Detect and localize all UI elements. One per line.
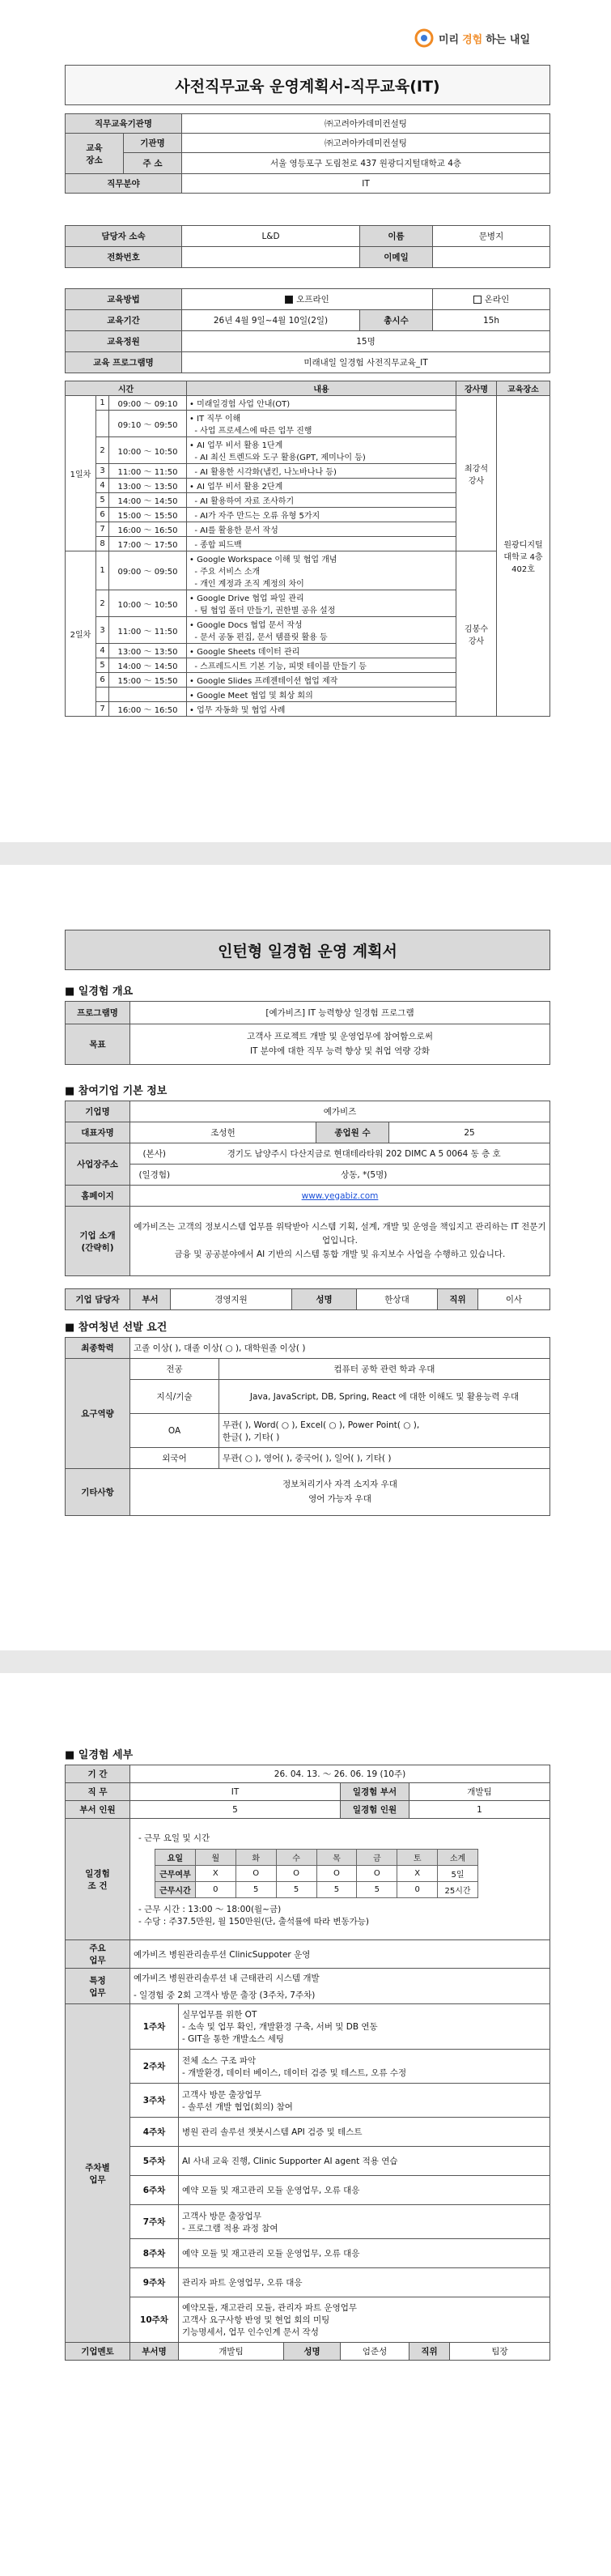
week-row xyxy=(66,2118,550,2147)
hours-label: 총시수 xyxy=(360,310,433,331)
section-detail: ■ 일경험 세부 xyxy=(65,1749,134,1761)
time-range: 11:00 ～ 11:50 xyxy=(109,464,187,479)
week-content: 전체 소스 구조 파악 - 개발환경, 데이터 베이스, 데이터 검증 및 테스트, 오류 수정 xyxy=(179,2050,550,2084)
program-label-2: 프로그램명 xyxy=(66,1002,130,1024)
job-label: 직 무 xyxy=(66,1783,130,1801)
session-content: • 미래일경험 사업 안내(OT) xyxy=(187,396,456,411)
page-title: 사전직무교육 운영계획서-직무교육(IT) xyxy=(65,65,550,105)
language-label: 외국어 xyxy=(130,1448,219,1469)
etc-value: 정보처리기사 자격 소지자 우대 영어 가능자 우대 xyxy=(130,1469,550,1516)
mentor-name: 엄준성 xyxy=(341,2343,409,2361)
day-label: 1일차 xyxy=(66,396,96,551)
company-label: 기업명 xyxy=(66,1101,130,1122)
mentor-position-label: 직위 xyxy=(409,2343,450,2361)
oa-value: 무관( ), Word( ○ ), Excel( ○ ), Power Point( ○ ), 한글( ), 기타( ) xyxy=(219,1414,550,1448)
days-row xyxy=(155,1849,478,1865)
ceo-label: 대표자명 xyxy=(66,1122,130,1143)
section-requirements: ■ 참여청년 선발 요건 xyxy=(65,1322,168,1334)
session-content: • IT 직무 이해 - 사업 프로세스에 따른 업무 진행 xyxy=(187,411,456,437)
hour_row-cell: 근무시간 xyxy=(155,1881,196,1897)
section-overview: ■ 일경험 개요 xyxy=(65,986,134,998)
week-content: 고객사 방문 출장업무 - 프로그램 적용 과정 참여 xyxy=(179,2205,550,2239)
addr-label-2: 사업장주소 xyxy=(66,1143,130,1186)
education-value: 고졸 이상( ), 대졸 이상( ○ ), 대학원졸 이상( ) xyxy=(130,1338,550,1359)
period-number: 4 xyxy=(96,479,109,493)
days-cell: 소계 xyxy=(438,1849,478,1865)
week-content: AI 사내 교육 진행, Clinic Supporter AI agent 적용 연습 xyxy=(179,2147,550,2176)
hour_row-cell: 5 xyxy=(235,1881,276,1897)
days-cell: 목 xyxy=(316,1849,357,1865)
week-row xyxy=(66,2004,550,2050)
time-range: 13:00 ～ 13:50 xyxy=(109,479,187,493)
contact-table xyxy=(65,225,550,268)
session-content: • Google Workspace 이해 및 협업 개념 - 주요 서비스 소개 - 개인 계정과 조직 계정의 차이 xyxy=(187,551,456,590)
period-number: 1 xyxy=(96,396,109,411)
place-name: 원광디지털 대학교 4층 402호 xyxy=(497,396,550,717)
dept-value: L&D xyxy=(182,226,360,247)
week-number: 2주차 xyxy=(130,2050,179,2084)
phone-label: 전화번호 xyxy=(66,247,182,268)
head-time: 시간 xyxy=(66,381,187,396)
week-content: 관리자 파트 운영업무, 오류 대응 xyxy=(179,2268,550,2297)
time-range: 13:00 ～ 13:50 xyxy=(109,644,187,658)
week-row xyxy=(66,2297,550,2343)
session-content: • AI 업무 비서 활용 1단계 - AI 최신 트렌드와 도구 활용(GPT, 제미나이 등) xyxy=(187,437,456,464)
page-2 xyxy=(0,865,611,1650)
time-range: 16:00 ～ 16:50 xyxy=(109,522,187,537)
time-range: 15:00 ～ 15:50 xyxy=(109,508,187,522)
mentor-dept: 개발팀 xyxy=(179,2343,284,2361)
manager-dept-label: 부서 xyxy=(130,1289,171,1310)
mentor-dept-label: 부서명 xyxy=(130,2343,179,2361)
mentor-label: 기업멘토 xyxy=(66,2343,130,2361)
week-number: 1주차 xyxy=(130,2004,179,2050)
oa-label: OA xyxy=(130,1414,219,1448)
days-cell: 요일 xyxy=(155,1849,196,1865)
program-value: 미래내일 일경험 사전직무교육_IT xyxy=(182,352,550,373)
time-range: 16:00 ～ 16:50 xyxy=(109,702,187,717)
field-label: 직무분야 xyxy=(66,174,182,194)
weekly-label: 주차별 업무 xyxy=(66,2004,130,2343)
days-cell: 월 xyxy=(195,1849,235,1865)
people-value: 1 xyxy=(409,1801,550,1819)
manager-label: 기업 담당자 xyxy=(66,1289,130,1310)
ceo-value: 조성헌 xyxy=(130,1122,316,1143)
work_row-cell: 근무여부 xyxy=(155,1865,196,1881)
addr-work-value: 상동, *(5명) xyxy=(179,1165,550,1186)
work_row-cell: X xyxy=(195,1865,235,1881)
hours-value: 15h xyxy=(433,310,550,331)
period-number: 5 xyxy=(96,493,109,508)
manager-position-label: 직위 xyxy=(438,1289,478,1310)
mentor-name-label: 성명 xyxy=(284,2343,341,2361)
staff-value: 5 xyxy=(130,1801,341,1819)
session-content: • 업무 자동화 및 협업 사례 xyxy=(187,702,456,717)
time-range: 17:00 ～ 17:50 xyxy=(109,537,187,551)
time-range: 11:00 ～ 11:50 xyxy=(109,617,187,644)
intro-label: 기업 소개 (간략히) xyxy=(66,1207,130,1276)
intro-value: 예가비즈는 고객의 정보시스템 업무를 위탁받아 시스템 기획, 설계, 개발 및 운영을 책임지고 관리하는 IT 전문기업입니다. 금융 및 공공분야에서 AI 기반의 시스템 통합 개발 및 유지보수 사업을 수행하고 있습니다. xyxy=(130,1207,550,1276)
work_row-cell: O xyxy=(316,1865,357,1881)
logo xyxy=(413,24,558,52)
condition-time: - 근무 시간 : 13:00 ～ 18:00(월~금) xyxy=(138,1904,282,1914)
company-table xyxy=(65,1101,550,1276)
detail-table xyxy=(65,1765,550,2361)
period-value-3: 26. 04. 13. ～ 26. 06. 19 (10주) xyxy=(130,1765,550,1783)
week-row xyxy=(66,2205,550,2239)
hour_row-cell: 5 xyxy=(316,1881,357,1897)
mentor-position: 팀장 xyxy=(450,2343,550,2361)
time-range: 14:00 ～ 14:50 xyxy=(109,658,187,673)
period-number: 8 xyxy=(96,537,109,551)
employees-label: 종업원 수 xyxy=(316,1122,389,1143)
week-content: 예약 모듈 및 재고관리 모듈 운영업무, 오류 대응 xyxy=(179,2239,550,2268)
logo-text-accent: 경험 xyxy=(462,33,483,46)
session-content: • Google Drive 협업 파일 관리 - 팀 협업 폴더 만들기, 권한별 공유 설정 xyxy=(187,590,456,617)
page-3 xyxy=(0,1673,611,2576)
main-task-value: 예가비즈 병원관리솔루션 ClinicSuppoter 운영 xyxy=(130,1940,550,1969)
period-number: 6 xyxy=(96,673,109,688)
website-cell xyxy=(130,1186,550,1207)
section-company: ■ 참여기업 기본 정보 xyxy=(65,1085,168,1097)
special-task-note: - 일경험 중 2회 고객사 방문 출장 (3주차, 7주차) xyxy=(134,1990,316,2000)
special-task-label: 특정 업무 xyxy=(66,1969,130,2004)
week-number: 10주차 xyxy=(130,2297,179,2343)
staff-label: 부서 인원 xyxy=(66,1801,130,1819)
week-row xyxy=(66,2147,550,2176)
days-cell: 화 xyxy=(235,1849,276,1865)
week-content: 예약 모듈 및 재고관리 모듈 운영업무, 오류 대응 xyxy=(179,2176,550,2205)
time-range: 14:00 ～ 14:50 xyxy=(109,493,187,508)
name-label: 이름 xyxy=(360,226,433,247)
teacher-name: 최강석 강사 xyxy=(456,396,497,551)
name-value: 문병지 xyxy=(433,226,550,247)
program-value-2: [예가비즈] IT 능력향상 일경험 프로그램 xyxy=(130,1002,550,1024)
email-value xyxy=(433,247,550,268)
period-label: 교육기간 xyxy=(66,310,182,331)
teacher-name: 김봉수 강사 xyxy=(456,551,497,717)
offline-option: 오프라인 xyxy=(182,289,433,310)
days-cell: 수 xyxy=(276,1849,316,1865)
week-content: 실무업무를 위한 OT - 소속 및 업무 확인, 개발환경 구축, 서버 및 DB 연동 - GIT을 통한 개발소스 세팅 xyxy=(179,2004,550,2050)
schedule-table xyxy=(65,381,550,717)
session-content: • Google Docs 협업 문서 작성 - 문서 공동 편집, 문서 템플릿 활용 등 xyxy=(187,617,456,644)
addr-work-tag: (일경험) xyxy=(130,1165,179,1186)
requirements-table xyxy=(65,1337,550,1516)
unchecked-box-icon xyxy=(473,296,482,304)
session-content: - AI 활용하여 자료 조사하기 xyxy=(187,493,456,508)
condition-head: - 근무 요일 및 시간 xyxy=(138,1833,210,1843)
page-title-2: 인턴형 일경험 운영 계획서 xyxy=(65,930,550,970)
session-content: - AI를 활용한 문서 작성 xyxy=(187,522,456,537)
period-number: 5 xyxy=(96,658,109,673)
days-cell: 토 xyxy=(397,1849,438,1865)
head-place: 교육장소 xyxy=(497,381,550,396)
addr-main-tag: (본사) xyxy=(130,1143,179,1165)
place-label: 교육 장소 xyxy=(66,134,124,174)
condition-pay: - 수당 : 주37.5만원, 월 150만원(단, 출석률에 따라 변동가능) xyxy=(138,1916,370,1927)
week-row xyxy=(66,2050,550,2084)
week-number: 4주차 xyxy=(130,2118,179,2147)
manager-position: 이사 xyxy=(478,1289,550,1310)
goal-label: 목표 xyxy=(66,1024,130,1065)
schedule-row xyxy=(66,551,550,590)
manager-name-label: 성명 xyxy=(292,1289,357,1310)
manager-table xyxy=(65,1288,550,1310)
manager-name: 한상대 xyxy=(357,1289,438,1310)
job-value: IT xyxy=(130,1783,341,1801)
time-range xyxy=(109,688,187,702)
website-label: 홈페이지 xyxy=(66,1186,130,1207)
overview-table xyxy=(65,1001,550,1065)
email-label: 이메일 xyxy=(360,247,433,268)
work_row-cell: 5일 xyxy=(438,1865,478,1881)
special-task-value: 예가비즈 병원관리솔루션 내 근태관리 시스템 개발 xyxy=(134,1973,320,1983)
head-content: 내용 xyxy=(187,381,456,396)
time-range: 09:00 ～ 09:50 xyxy=(109,551,187,590)
people-label: 일경험 인원 xyxy=(341,1801,409,1819)
week-number: 9주차 xyxy=(130,2268,179,2297)
org-table xyxy=(65,113,550,194)
time-range: 09:10 ～ 09:50 xyxy=(109,411,187,437)
period-label-3: 기 간 xyxy=(66,1765,130,1783)
logo-text-tail: 하는 내일 xyxy=(486,33,531,46)
week-number: 5주차 xyxy=(130,2147,179,2176)
skill-value: Java, JavaScript, DB, Spring, React 에 대한 이해도 및 활용능력 우대 xyxy=(219,1380,550,1414)
period-number: 7 xyxy=(96,702,109,717)
org-label: 직무교육기관명 xyxy=(66,114,182,134)
program-label: 교육 프로그램명 xyxy=(66,352,182,373)
skill-label: 지식/기술 xyxy=(130,1380,219,1414)
period-number: 3 xyxy=(96,464,109,479)
period-number xyxy=(96,688,109,702)
work_row-cell: O xyxy=(235,1865,276,1881)
period-number: 4 xyxy=(96,644,109,658)
education-label: 최종학력 xyxy=(66,1338,130,1359)
main-task-label: 주요 업무 xyxy=(66,1940,130,1969)
inst-label: 기관명 xyxy=(124,134,182,153)
etc-label: 기타사항 xyxy=(66,1469,130,1516)
hour_row-cell: 5 xyxy=(276,1881,316,1897)
manager-dept: 경영지원 xyxy=(171,1289,292,1310)
week-content: 병원 관리 솔루션 챗봇시스템 API 검증 및 테스트 xyxy=(179,2118,550,2147)
quota-value: 15명 xyxy=(182,331,550,352)
period-number: 6 xyxy=(96,508,109,522)
dept-label: 담당자 소속 xyxy=(66,226,182,247)
session-content: - 스프레드시트 기본 기능, 피벗 테이블 만들기 등 xyxy=(187,658,456,673)
week-row xyxy=(66,2084,550,2118)
company-value: 예가비즈 xyxy=(130,1101,550,1122)
session-content: - AI 활용한 시각화(냅킨, 나노바나나 등) xyxy=(187,464,456,479)
session-content: • Google Sheets 데이터 관리 xyxy=(187,644,456,658)
checked-box-icon xyxy=(285,296,293,304)
period-number: 3 xyxy=(96,617,109,644)
time-range: 09:00 ～ 09:10 xyxy=(109,396,187,411)
week-row xyxy=(66,2176,550,2205)
website-link[interactable]: www.yegabiz.com xyxy=(301,1190,379,1201)
session-content: - AI가 자주 만드는 오류 유형 5가지 xyxy=(187,508,456,522)
week-number: 3주차 xyxy=(130,2084,179,2118)
time-range: 10:00 ～ 10:50 xyxy=(109,437,187,464)
hour_row-cell: 0 xyxy=(195,1881,235,1897)
hour_row-cell: 5 xyxy=(357,1881,397,1897)
period-number: 2 xyxy=(96,437,109,464)
hour-row xyxy=(155,1881,478,1897)
period-value: 26년 4월 9일~4월 10일(2일) xyxy=(182,310,360,331)
hour_row-cell: 25시간 xyxy=(438,1881,478,1897)
logo-text-lead: 미리 xyxy=(439,33,460,46)
work-dept-label: 일경험 부서 xyxy=(341,1783,409,1801)
period-number: 2 xyxy=(96,590,109,617)
addr-main-value: 경기도 남양주시 다산지금로 현대테라타워 202 DIMC A 5 0064 동 층 호 xyxy=(179,1143,550,1165)
work_row-cell: O xyxy=(276,1865,316,1881)
page-1 xyxy=(0,0,611,842)
logo-mark-icon xyxy=(413,27,435,49)
week-content: 예약모듈, 재고관리 모듈, 관리자 파트 운영업무 고객사 요구사항 반영 및 현업 회의 미팅 기능명세서, 업무 인수인계 문서 작성 xyxy=(179,2297,550,2343)
session-content: • Google Meet 협업 및 회상 회의 xyxy=(187,688,456,702)
quota-label: 교육정원 xyxy=(66,331,182,352)
time-range: 10:00 ～ 10:50 xyxy=(109,590,187,617)
session-content: • AI 업무 비서 활용 2단계 xyxy=(187,479,456,493)
week-number: 7주차 xyxy=(130,2205,179,2239)
period-number xyxy=(96,411,109,437)
schedule-body xyxy=(66,396,550,717)
language-value: 무관( ○ ), 영어( ), 중국어( ), 일어( ), 기타( ) xyxy=(219,1448,550,1469)
online-option: 온라인 xyxy=(433,289,550,310)
weekly-tasks xyxy=(66,2004,550,2343)
head-teacher: 강사명 xyxy=(456,381,497,396)
week-row xyxy=(66,2268,550,2297)
edu-table xyxy=(65,288,550,373)
special-task-cell xyxy=(130,1969,550,2004)
addr-value: 서울 영등포구 도림천로 437 원광디지털대학교 4층 xyxy=(182,153,550,174)
major-value: 컴퓨터 공학 관련 학과 우대 xyxy=(219,1359,550,1380)
inst-value: ㈜고려아카데미컨설팅 xyxy=(182,134,550,153)
employees-value: 25 xyxy=(389,1122,550,1143)
session-content: - 종합 피드백 xyxy=(187,537,456,551)
competency-label: 요구역량 xyxy=(66,1359,130,1469)
week-number: 6주차 xyxy=(130,2176,179,2205)
addr-label: 주 소 xyxy=(124,153,182,174)
week-content: 고객사 방문 출장업무 - 솔루션 개발 협업(회의) 참여 xyxy=(179,2084,550,2118)
hour_row-cell: 0 xyxy=(397,1881,438,1897)
workday-table xyxy=(155,1849,478,1898)
condition-label: 일경험 조 건 xyxy=(66,1819,130,1940)
work_row-cell: X xyxy=(397,1865,438,1881)
goal-value: 고객사 프로젝트 개발 및 운영업무에 참여함으로써 IT 분야에 대한 직무 능력 향상 및 취업 역량 강화 xyxy=(130,1024,550,1065)
time-range: 15:00 ～ 15:50 xyxy=(109,673,187,688)
schedule-row xyxy=(66,396,550,411)
work-row xyxy=(155,1865,478,1881)
day-label: 2일차 xyxy=(66,551,96,717)
major-label: 전공 xyxy=(130,1359,219,1380)
week-row xyxy=(66,2239,550,2268)
condition-cell xyxy=(130,1819,550,1940)
phone-value xyxy=(182,247,360,268)
org-value: ㈜고려아카데미컨설팅 xyxy=(182,114,550,134)
field-value: IT xyxy=(182,174,550,194)
period-number: 1 xyxy=(96,551,109,590)
period-number: 7 xyxy=(96,522,109,537)
method-label: 교육방법 xyxy=(66,289,182,310)
days-cell: 금 xyxy=(357,1849,397,1865)
session-content: • Google Slides 프레젠테이션 협업 제작 xyxy=(187,673,456,688)
work-dept-value: 개발팀 xyxy=(409,1783,550,1801)
work_row-cell: O xyxy=(357,1865,397,1881)
week-number: 8주차 xyxy=(130,2239,179,2268)
